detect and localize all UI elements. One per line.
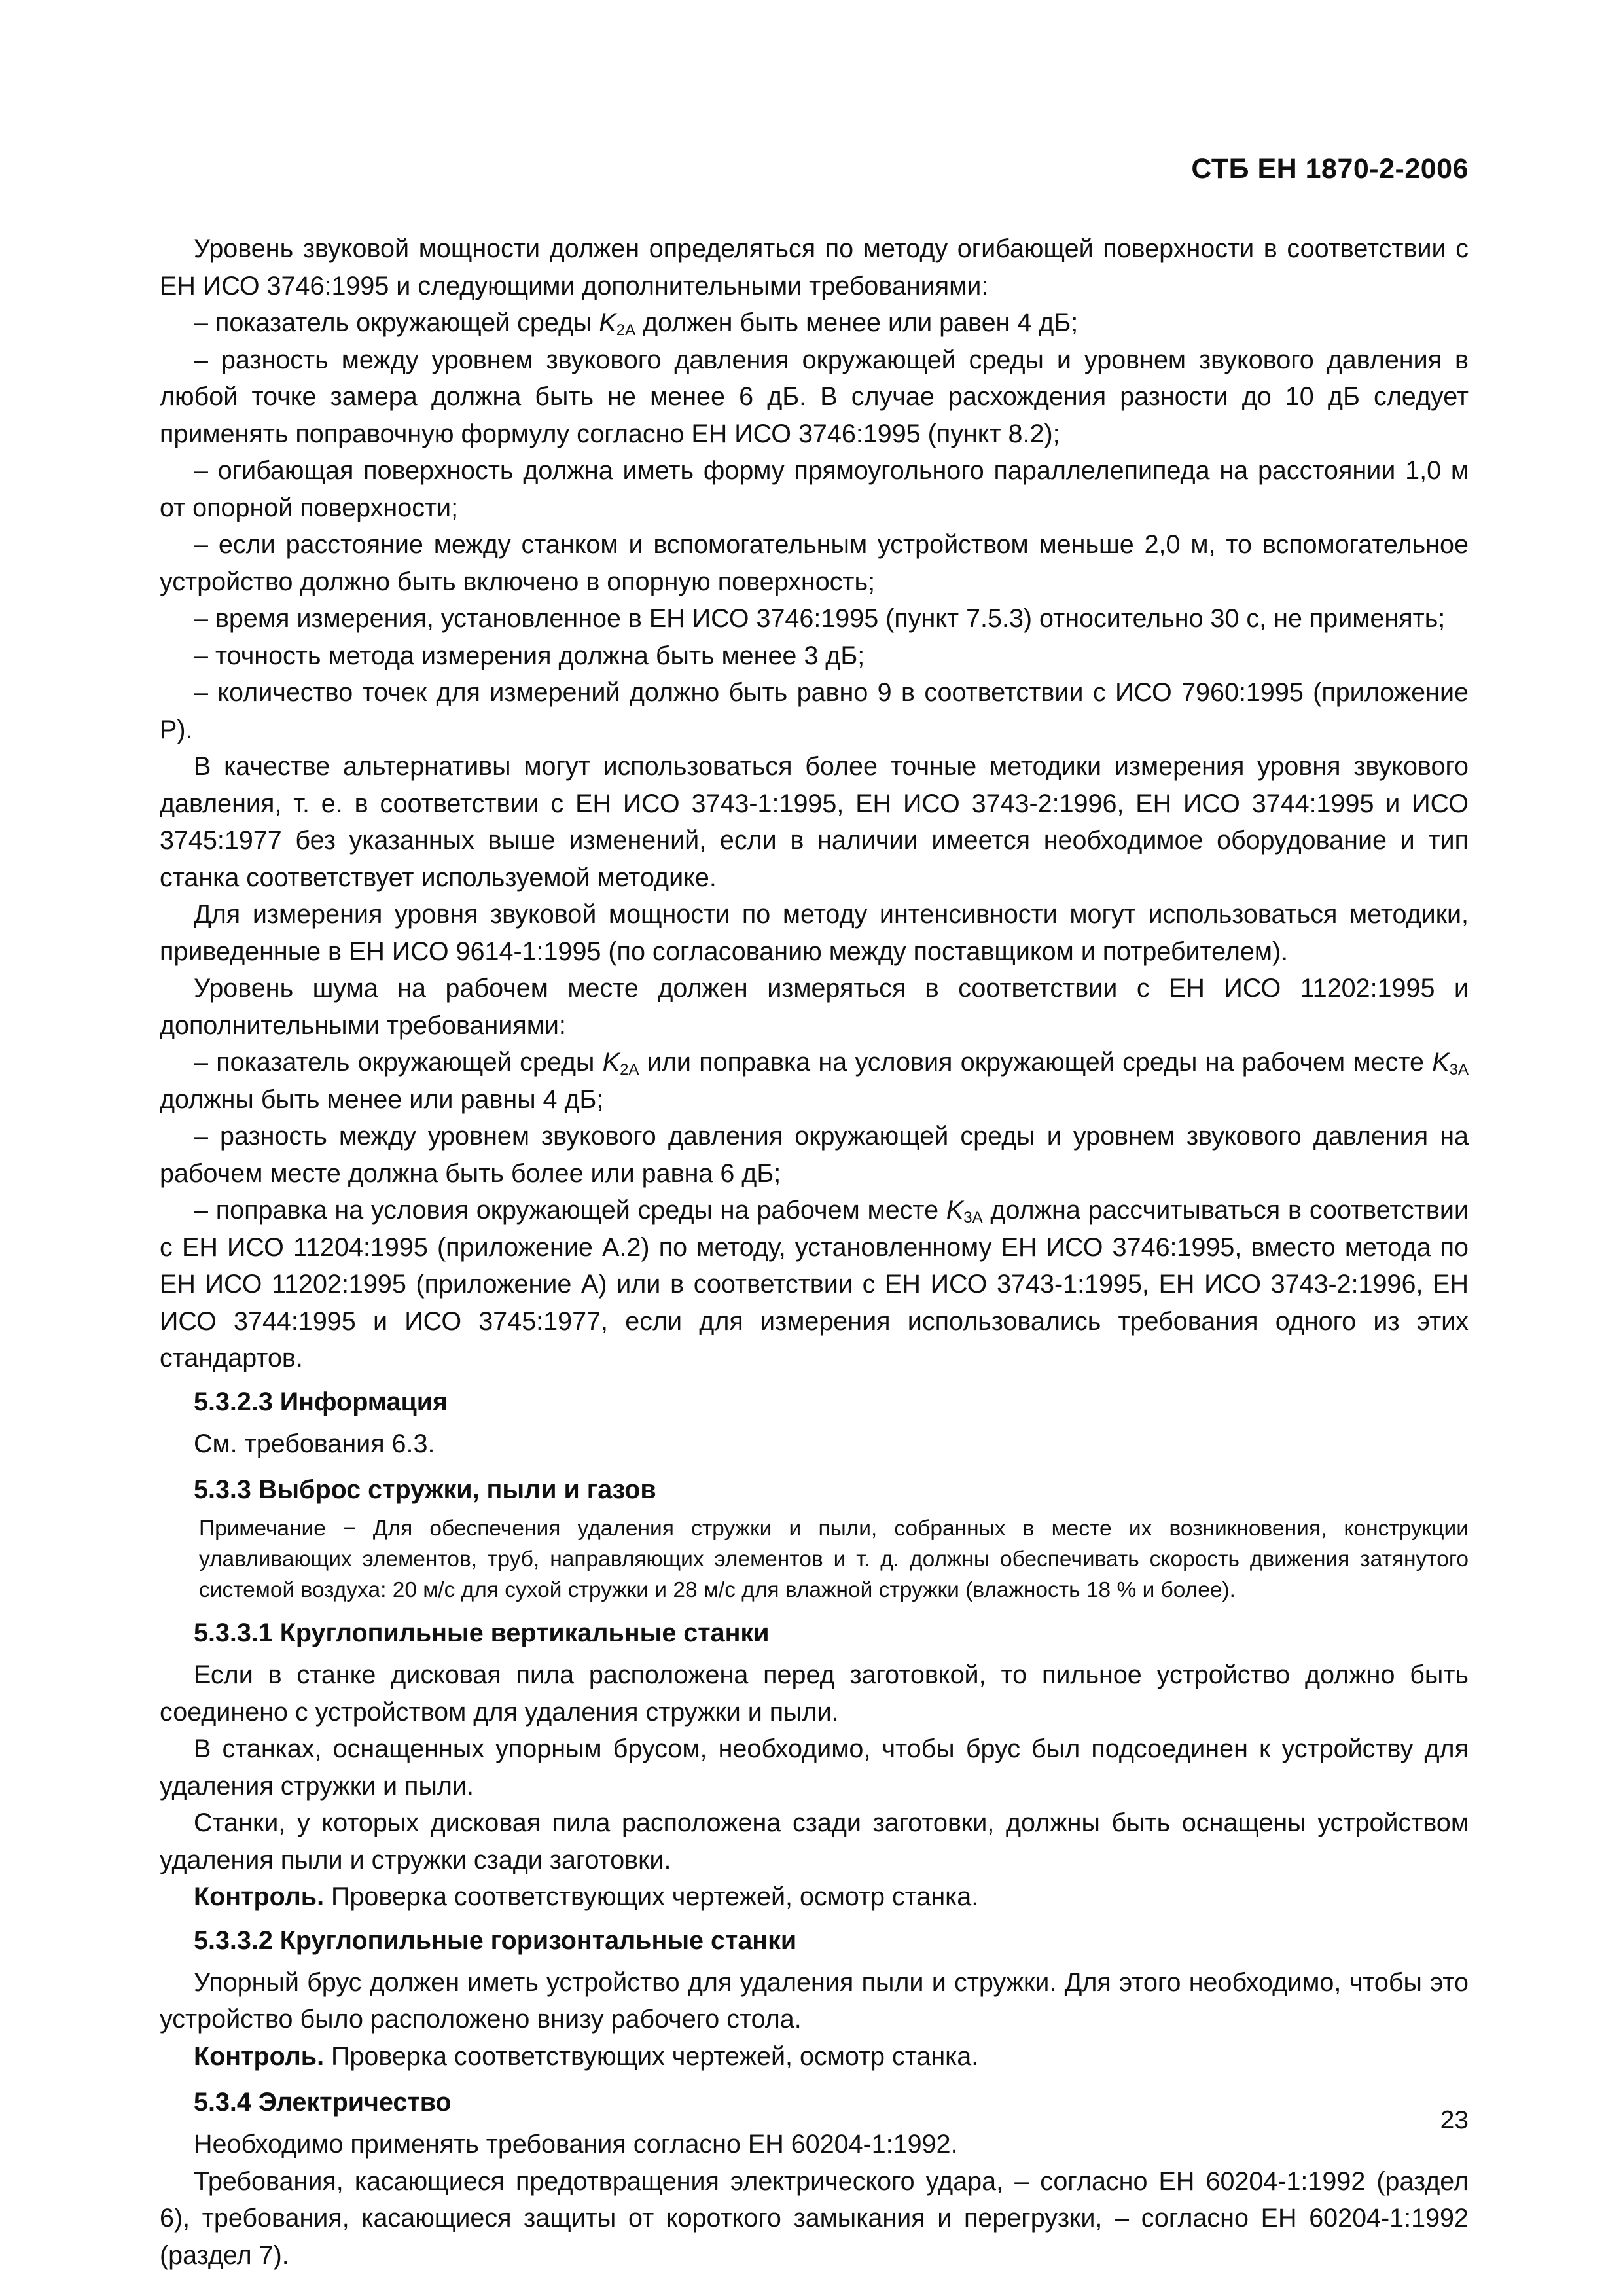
control-paragraph — [160, 1878, 1469, 1916]
section-heading: 5.3.2.3 Информация — [194, 1387, 448, 1416]
paragraph: В станках, оснащенных упорным брусом, необходимо, чтобы брус был подсоединен к устройству для удаления стружки и пыли. — [160, 1734, 1469, 1801]
paragraph: Уровень звуковой мощности должен определяться по методу огибающей поверхности в соответствии с ЕН ИСО 3746:1995 и следующими дополнительными требованиями: — [160, 234, 1469, 300]
paragraph: Станки, у которых дисковая пила расположена сзади заготовки, должны быть оснащены устройством удаления пыли и стружки сзади заготовки. — [160, 1808, 1469, 1874]
paragraph: Если в станке дисковая пила расположена перед заготовкой, то пильное устройство должно быть соединено с устройством для удаления стружки и пыли. — [160, 1660, 1469, 1727]
section-heading: 5.3.3.1 Круглопильные вертикальные станки — [194, 1619, 770, 1647]
paragraph: Необходимо применять требования согласно ЕН 60204-1:1992. — [194, 2130, 958, 2159]
list-item: – разность между уровнем звукового давления окружающей среды и уровнем звукового давления на рабочем месте должна быть более или равна 6 дБ; — [160, 1122, 1469, 1188]
text-run: Проверка соответствующих чертежей, осмотр станка. — [324, 1882, 979, 1911]
paragraph: Упорный брус должен иметь устройство для удаления пыли и стружки. Для этого необходимо, чтобы это устройство было расположено внизу рабочего стола. — [160, 1967, 1469, 2034]
section-heading: 5.3.3.2 Круглопильные горизонтальные станки — [194, 1926, 797, 1955]
paragraph: См. требования 6.3. — [194, 1429, 435, 1458]
text-run: – показатель окружающей среды — [194, 1048, 603, 1077]
symbol-k: K — [602, 1048, 620, 1077]
text-run: – показатель окружающей среды — [194, 308, 599, 337]
list-item: – если расстояние между станком и вспомогательным устройством меньше 2,0 м, то вспомогательное устройство должно быть включено в опорную поверхность; — [160, 530, 1469, 596]
paragraph: Требования, касающиеся предотвращения электрического удара, – согласно ЕН 60204-1:1992 (раздел 6), требования, касающиеся защиты от короткого замыкания и перегрузки, – согласно ЕН 60204-1:1992 (раздел 7). — [160, 2166, 1469, 2270]
document-code: СТБ ЕН 1870-2-2006 — [1191, 153, 1469, 185]
list-item — [160, 1192, 1469, 1377]
control-paragraph — [160, 2038, 1469, 2075]
symbol-k: K — [946, 1196, 964, 1225]
list-item: – огибающая поверхность должна иметь форму прямоугольного параллелепипеда на расстоянии 1,0 м от опорной поверхности; — [160, 456, 1469, 522]
list-item: – точность метода измерения должна быть менее 3 дБ; — [194, 641, 865, 670]
paragraph: Уровень шума на рабочем месте должен измеряться в соответствии с ЕН ИСО 11202:1995 и дополнительными требованиями: — [160, 974, 1469, 1040]
symbol-subscript: 3A — [1449, 1061, 1469, 1079]
text-run: должны быть менее или равны 4 дБ; — [160, 1085, 604, 1114]
symbol-k: K — [1432, 1048, 1450, 1077]
symbol-subscript: 2A — [620, 1061, 639, 1079]
text-run: должен быть менее или равен 4 дБ; — [635, 308, 1079, 337]
symbol-subscript: 3A — [963, 1209, 983, 1227]
list-item: – время измерения, установленное в ЕН ИСО 3746:1995 (пункт 7.5.3) относительно 30 с, не применять; — [194, 604, 1446, 633]
control-label: Контроль. — [194, 2041, 325, 2071]
text-run: Проверка соответствующих чертежей, осмотр станка. — [324, 2041, 979, 2071]
section-heading: 5.3.4 Электричество — [194, 2088, 452, 2117]
document-body — [160, 230, 1469, 2274]
note: Примечание − Для обеспечения удаления стружки и пыли, собранных в месте их возникновения, конструкции улавливающих элементов, труб, направляющих элементов и т. д. должны обеспечивать скорость движения затянутого системой воздуха: 20 м/с для сухой стружки и 28 м/с для влажной стружки (влажность 18 % и более). — [199, 1516, 1469, 1602]
text-run: должна рассчитываться в соответствии с ЕН ИСО 11204:1995 (приложение А.2) по методу, установленному ЕН ИСО 3746:1995, вместо метода по ЕН ИСО 11202:1995 (приложение А) или в соответствии с ЕН ИСО 3743-1:1995, ЕН ИСО 3743-2:1996, ЕН ИСО 3744:1995 и ИСО 3745:1977, если для измерения использовались требования одного из этих стандартов. — [160, 1196, 1469, 1372]
page-number: 23 — [1440, 2106, 1469, 2134]
list-item: – разность между уровнем звукового давления окружающей среды и уровнем звукового давления в любой точке замера должна быть не менее 6 дБ. В случае расхождения разности до 10 дБ следует применять поправочную формулу согласно ЕН ИСО 3746:1995 (пункт 8.2); — [160, 345, 1469, 448]
paragraph: В качестве альтернативы могут использоваться более точные методики измерения уровня звукового давления, т. е. в соответствии с ЕН ИСО 3743-1:1995, ЕН ИСО 3743-2:1996, ЕН ИСО 3744:1995 и ИСО 3745:1977 без указанных выше изменений, если в наличии имеется необходимое оборудование и тип станка соответствует используемой методике. — [160, 752, 1469, 892]
control-label: Контроль. — [194, 1882, 325, 1911]
list-item — [160, 1044, 1469, 1118]
text-run: – поправка на условия окружающей среды на рабочем месте — [194, 1196, 946, 1225]
text-run: или поправка на условия окружающей среды на рабочем месте — [639, 1048, 1433, 1077]
list-item: – количество точек для измерений должно быть равно 9 в соответствии с ИСО 7960:1995 (приложение Р). — [160, 678, 1469, 744]
list-item — [160, 304, 1469, 342]
symbol-subscript: 2A — [616, 321, 636, 339]
section-heading: 5.3.3 Выброс стружки, пыли и газов — [194, 1475, 656, 1504]
paragraph: Для измерения уровня звуковой мощности по методу интенсивности могут использоваться методики, приведенные в ЕН ИСО 9614-1:1995 (по согласованию между поставщиком и потребителем). — [160, 900, 1469, 966]
symbol-k: K — [599, 308, 616, 337]
